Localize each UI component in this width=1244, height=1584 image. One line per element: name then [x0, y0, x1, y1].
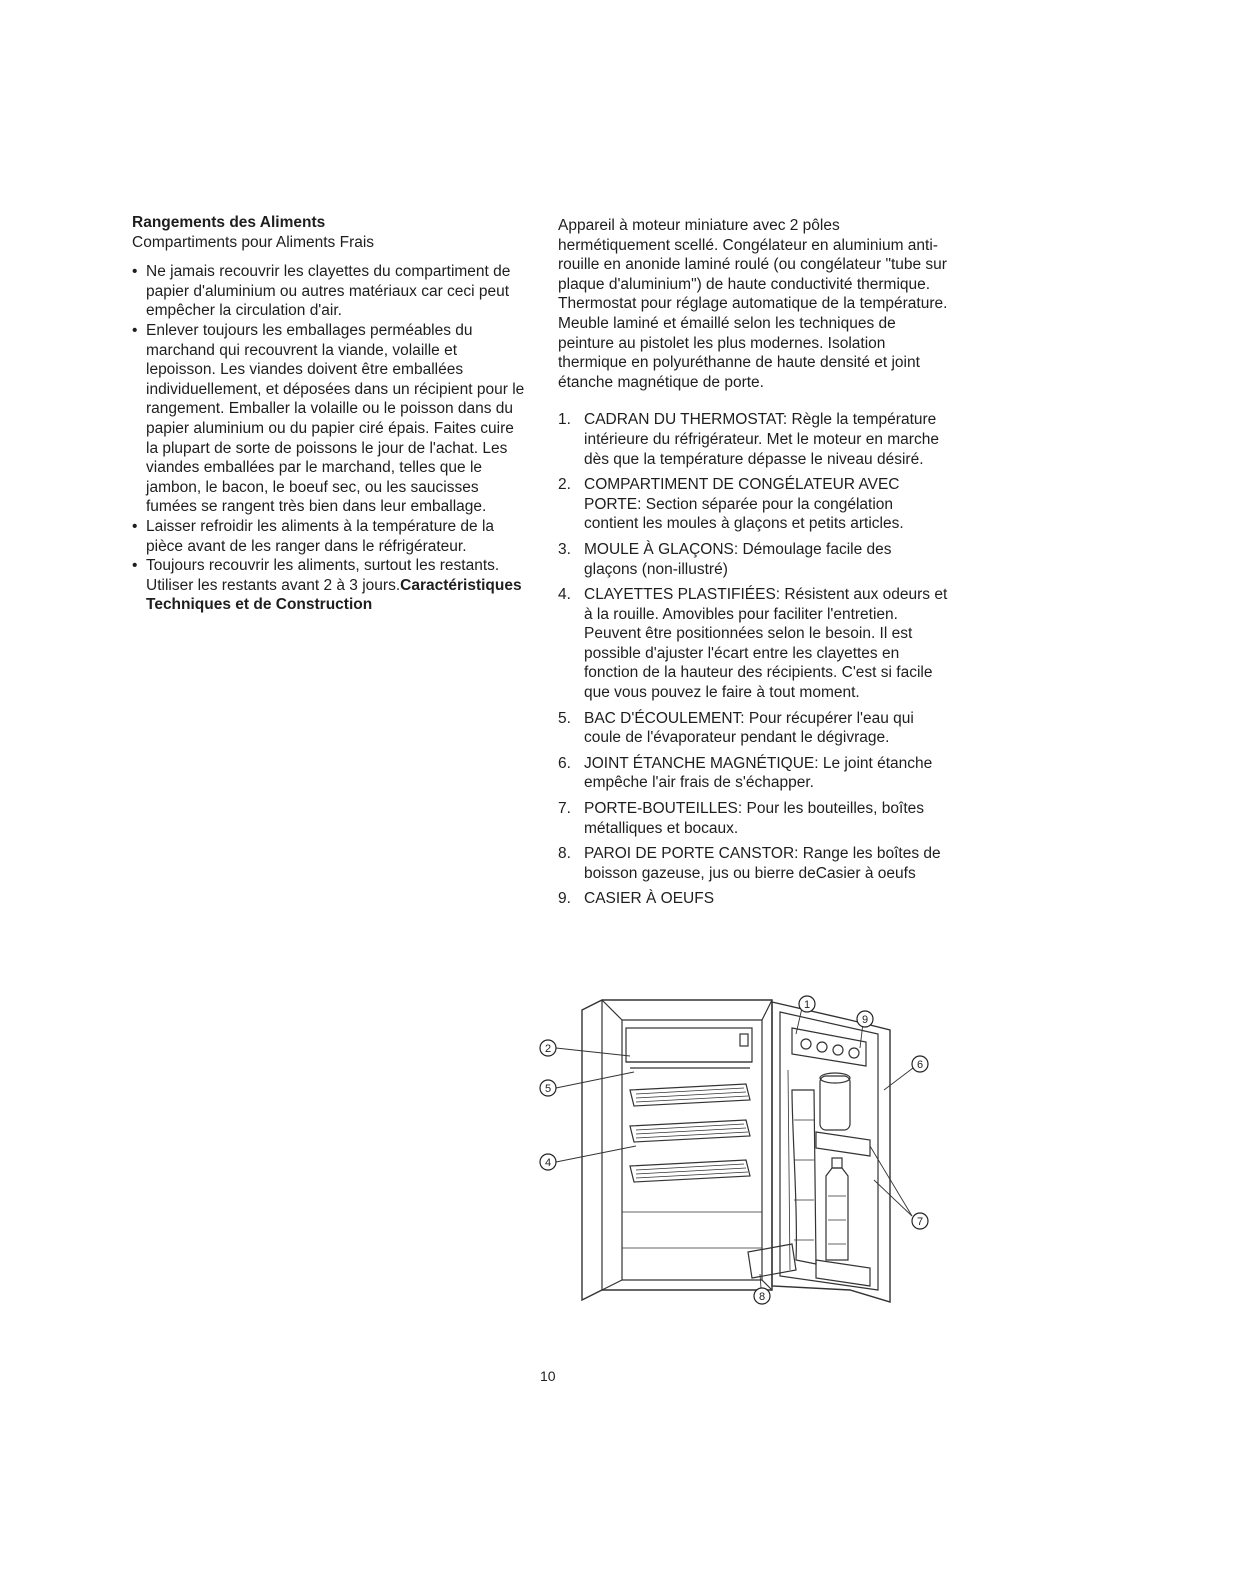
item-number: 9.	[558, 890, 571, 908]
item-number: 8.	[558, 845, 571, 863]
callout-leaders	[556, 1008, 913, 1288]
callout-label: 8	[758, 1291, 766, 1303]
item-number: 5.	[558, 709, 571, 727]
list-item	[558, 585, 948, 703]
parts-list	[558, 410, 948, 909]
construction-heading: Caractéristiques Techniques et de Construction	[146, 576, 522, 614]
storage-tips-list	[132, 262, 527, 615]
callout-label: 7	[916, 1216, 924, 1228]
callout-label: 5	[544, 1083, 552, 1095]
list-item-text: Toujours recouvrir les aliments, surtout les restants. Utiliser les restants avant 2 à 3 jours.	[146, 557, 500, 594]
section-heading: Rangements des Aliments	[132, 214, 326, 231]
callout-label: 2	[544, 1043, 552, 1055]
item-number: 4.	[558, 586, 571, 604]
callout-label: 1	[803, 999, 811, 1011]
list-item	[132, 556, 527, 615]
item-number: 7.	[558, 800, 571, 818]
list-item: • Enlever toujours les emballages perméables du marchand qui recouvrent la viande, volaille et lepoisson. Les viandes doivent être emballées individuellement, et déposées dans un récipient pour le rangement. Emballer la volaille ou le poisson dans du papier aluminium ou du papier ciré épais. Faites cuire la plupart de sorte de poissons le jour de l'achat. Les viandes emballées par le marchand, telles que le jambon, le bacon, le boeuf sec, ou les saucisses fumées se rangent très bien dans leur emballage.	[132, 321, 527, 517]
item-text: COMPARTIMENT DE CONGÉLATEUR AVEC PORTE: Section séparée pour la congélation contient les moules à glaçons et petits articles.	[584, 476, 904, 533]
item-text: CADRAN DU THERMOSTAT: Règle la température intérieure du réfrigérateur. Met le moteur en marche dès que la température dépasse le niveau désiré.	[584, 411, 939, 468]
callout-label: 9	[861, 1014, 869, 1026]
item-text: JOINT ÉTANCHE MAGNÉTIQUE: Le joint étanche empêche l'air frais de s'échapper.	[584, 754, 933, 792]
list-item	[558, 410, 948, 469]
item-text: PORTE-BOUTEILLES: Pour les bouteilles, boîtes métalliques et bocaux.	[584, 800, 925, 837]
item-text: CLAYETTES PLASTIFIÉES: Résistent aux odeurs et à la rouille. Amovibles pour faciliter l'entretien. Peuvent être positionnées selon le besoin. Il est possible d'ajuster l'écart entre les clayettes en fonction de la hauteur des récipients. C'est si facile que vous pouvez le faire à tout moment.	[584, 586, 948, 702]
item-number: 2.	[558, 476, 571, 494]
item-number: 6.	[558, 754, 571, 772]
page-number: 10	[540, 1368, 556, 1384]
freezer-compartment	[626, 1028, 752, 1068]
list-item: • Ne jamais recouvrir les clayettes du compartiment de papier d'aluminium ou autres matériaux car ceci peut empêcher la circulation d'air.	[132, 262, 527, 321]
refrigerator-diagram	[530, 990, 950, 1320]
right-column	[558, 216, 948, 915]
item-number: 1.	[558, 411, 571, 429]
open-door	[748, 1002, 890, 1302]
item-text: MOULE À GLAÇONS: Démoulage facile des glaçons (non-illustré)	[584, 540, 892, 578]
callout-label: 6	[916, 1059, 924, 1071]
list-item: • Laisser refroidir les aliments à la température de la pièce avant de les ranger dans le réfrigérateur.	[132, 517, 527, 556]
list-item	[558, 799, 948, 838]
callout-label: 4	[544, 1157, 552, 1169]
list-item	[558, 889, 948, 909]
item-text: CASIER À OEUFS	[584, 890, 715, 908]
construction-intro: Appareil à moteur miniature avec 2 pôles hermétiquement scellé. Congélateur en aluminium anti-rouille en anonide laminé roulé (ou congélateur "tube sur plaque d'aluminium") de haute conductivité thermique. Thermostat pour réglage automatique de la température. Meuble laminé et émaillé selon les techniques de peinture au pistolet les plus modernes. Isolation thermique en polyuréthanne de haute densité et joint étanche magnétique de porte.	[558, 217, 948, 391]
item-text: BAC D'ÉCOULEMENT: Pour récupérer l'eau qui coule de l'évaporateur pendant le dégivrage.	[584, 709, 914, 747]
item-number: 3.	[558, 540, 571, 558]
section-subheading: Compartiments pour Aliments Frais	[132, 233, 375, 251]
list-item	[558, 844, 948, 883]
item-text: PAROI DE PORTE CANSTOR: Range les boîtes de boisson gazeuse, jus ou bierre deCasier à oeufs	[584, 845, 941, 882]
list-item	[558, 540, 948, 579]
list-item	[558, 709, 948, 748]
left-column	[132, 213, 527, 615]
list-item	[558, 754, 948, 793]
list-item	[558, 475, 948, 534]
cabinet	[582, 1000, 772, 1300]
shelves	[622, 1084, 762, 1248]
